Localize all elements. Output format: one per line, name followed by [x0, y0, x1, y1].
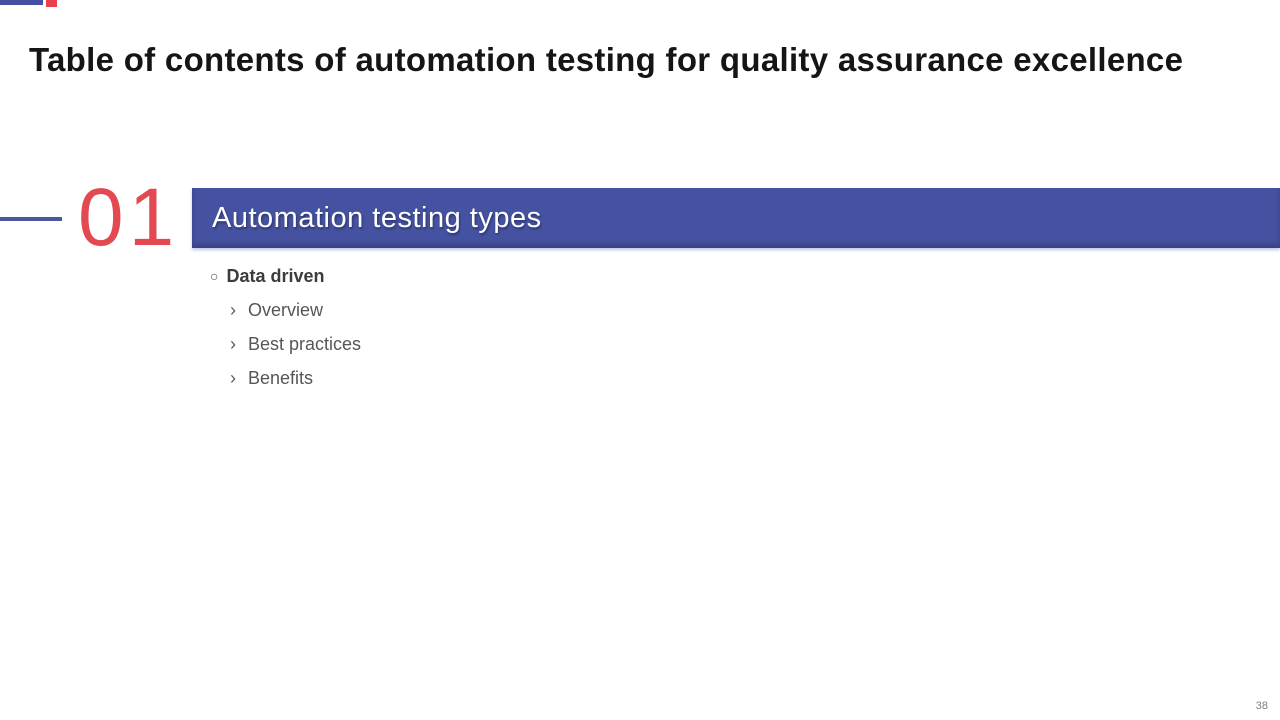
chevron-bullet-icon: ›: [230, 300, 236, 320]
toc-subitem-label: Best practices: [248, 333, 362, 354]
section-banner: [192, 188, 1280, 248]
section-dash-line: [0, 217, 62, 221]
toc-subitem: [230, 361, 361, 395]
page-number: 38: [1255, 700, 1268, 712]
chevron-bullet-icon: ›: [230, 334, 236, 354]
toc-subitem-label: Benefits: [248, 367, 314, 388]
toc-item-label: Data driven: [226, 265, 325, 286]
chevron-bullet-icon: ›: [230, 368, 236, 388]
corner-accent-bar-red: [46, 0, 57, 7]
toc-subitem-label: Overview: [248, 299, 324, 320]
slide-title: Table of contents of automation testing for quality assurance excellence: [29, 41, 1184, 78]
toc-list: [210, 259, 361, 395]
toc-subitem: [230, 293, 361, 327]
corner-accent-bar-blue: [0, 0, 43, 5]
section-number: 01: [78, 172, 180, 263]
toc-subitem: [230, 327, 361, 361]
section-banner-title: Automation testing types: [212, 201, 542, 234]
toc-item: [210, 259, 361, 293]
circle-bullet-icon: ○: [210, 268, 219, 284]
